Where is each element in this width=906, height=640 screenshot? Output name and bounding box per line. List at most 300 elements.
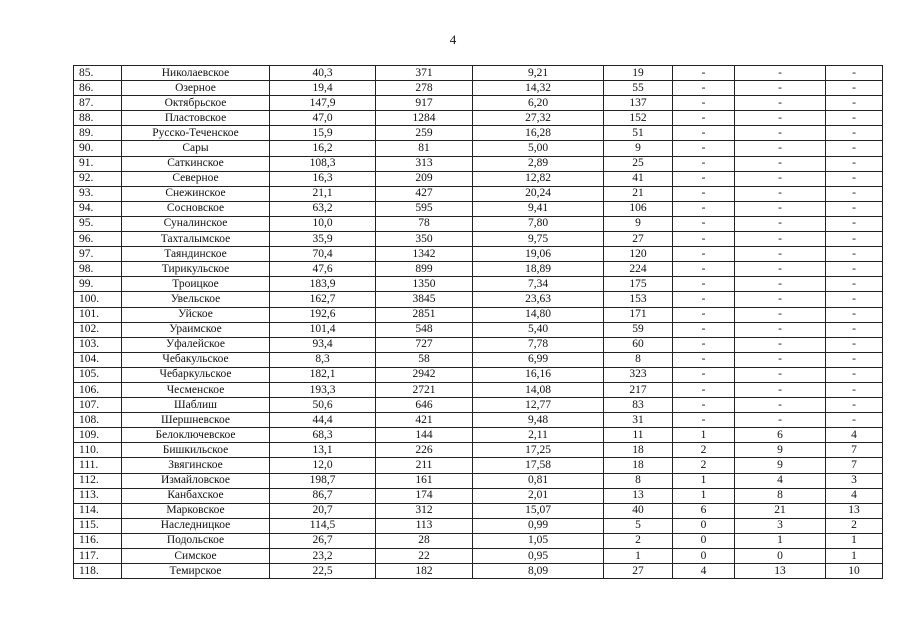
- cell-col-8: 21: [735, 503, 826, 518]
- cell-col-6: 27: [604, 564, 673, 579]
- cell-col-4: 144: [376, 428, 473, 443]
- cell-col-6: 137: [604, 96, 673, 111]
- cell-col-9: 13: [826, 503, 883, 518]
- cell-col-8: -: [735, 232, 826, 247]
- cell-row-number: 105.: [74, 367, 122, 382]
- cell-col-9: -: [826, 337, 883, 352]
- cell-col-7: -: [673, 307, 735, 322]
- cell-col-3: 162,7: [270, 292, 376, 307]
- cell-col-3: 63,2: [270, 201, 376, 216]
- cell-col-3: 68,3: [270, 428, 376, 443]
- cell-col-3: 19,4: [270, 81, 376, 96]
- cell-col-7: -: [673, 398, 735, 413]
- cell-col-7: 0: [673, 518, 735, 533]
- cell-lake-name: Темирское: [122, 564, 270, 579]
- cell-col-9: -: [826, 216, 883, 231]
- cell-lake-name: Октябрьское: [122, 96, 270, 111]
- cell-col-8: -: [735, 81, 826, 96]
- cell-col-9: 10: [826, 564, 883, 579]
- cell-lake-name: Уйское: [122, 307, 270, 322]
- cell-col-7: -: [673, 126, 735, 141]
- cell-col-5: 9,48: [473, 413, 604, 428]
- cell-row-number: 109.: [74, 428, 122, 443]
- cell-col-8: 13: [735, 564, 826, 579]
- cell-col-7: -: [673, 156, 735, 171]
- cell-lake-name: Суналинское: [122, 216, 270, 231]
- cell-col-6: 60: [604, 337, 673, 352]
- cell-col-4: 1342: [376, 247, 473, 262]
- table-row: [74, 292, 883, 307]
- cell-col-8: 9: [735, 443, 826, 458]
- cell-col-4: 2851: [376, 307, 473, 322]
- cell-row-number: 113.: [74, 488, 122, 503]
- cell-col-7: -: [673, 322, 735, 337]
- cell-row-number: 99.: [74, 277, 122, 292]
- cell-col-9: -: [826, 111, 883, 126]
- table-row: [74, 413, 883, 428]
- cell-col-3: 101,4: [270, 322, 376, 337]
- table-row: [74, 518, 883, 533]
- cell-col-5: 20,24: [473, 186, 604, 201]
- cell-col-4: 646: [376, 398, 473, 413]
- cell-col-9: -: [826, 367, 883, 382]
- cell-col-3: 70,4: [270, 247, 376, 262]
- table-row: [74, 81, 883, 96]
- table-row: [74, 503, 883, 518]
- cell-col-5: 6,20: [473, 96, 604, 111]
- cell-col-3: 8,3: [270, 352, 376, 367]
- cell-col-5: 9,41: [473, 201, 604, 216]
- cell-lake-name: Северное: [122, 171, 270, 186]
- cell-col-3: 183,9: [270, 277, 376, 292]
- cell-row-number: 115.: [74, 518, 122, 533]
- cell-row-number: 117.: [74, 549, 122, 564]
- cell-col-6: 171: [604, 307, 673, 322]
- cell-col-9: 1: [826, 533, 883, 548]
- cell-col-4: 427: [376, 186, 473, 201]
- cell-col-4: 727: [376, 337, 473, 352]
- cell-col-7: 2: [673, 443, 735, 458]
- cell-col-9: 4: [826, 428, 883, 443]
- cell-col-7: -: [673, 96, 735, 111]
- cell-col-3: 50,6: [270, 398, 376, 413]
- table-row: [74, 564, 883, 579]
- cell-col-3: 26,7: [270, 533, 376, 548]
- table-row: [74, 458, 883, 473]
- cell-col-4: 28: [376, 533, 473, 548]
- cell-col-4: 209: [376, 171, 473, 186]
- cell-lake-name: Русско-Теченское: [122, 126, 270, 141]
- cell-col-5: 0,95: [473, 549, 604, 564]
- cell-row-number: 114.: [74, 503, 122, 518]
- cell-col-7: -: [673, 367, 735, 382]
- cell-row-number: 103.: [74, 337, 122, 352]
- cell-col-8: -: [735, 337, 826, 352]
- cell-col-9: 2: [826, 518, 883, 533]
- cell-col-7: 1: [673, 473, 735, 488]
- cell-col-6: 40: [604, 503, 673, 518]
- cell-col-6: 2: [604, 533, 673, 548]
- table-row: [74, 141, 883, 156]
- cell-col-9: 1: [826, 549, 883, 564]
- cell-col-6: 175: [604, 277, 673, 292]
- cell-lake-name: Чебаркульское: [122, 367, 270, 382]
- table-row: [74, 247, 883, 262]
- cell-col-4: 1350: [376, 277, 473, 292]
- table-row: [74, 171, 883, 186]
- cell-col-3: 193,3: [270, 382, 376, 397]
- cell-col-9: -: [826, 247, 883, 262]
- cell-col-8: 9: [735, 458, 826, 473]
- cell-col-5: 1,05: [473, 533, 604, 548]
- cell-col-6: 152: [604, 111, 673, 126]
- cell-col-8: 4: [735, 473, 826, 488]
- cell-row-number: 106.: [74, 382, 122, 397]
- cell-col-4: 22: [376, 549, 473, 564]
- cell-col-6: 9: [604, 141, 673, 156]
- cell-col-3: 47,0: [270, 111, 376, 126]
- cell-lake-name: Тирикульское: [122, 262, 270, 277]
- cell-row-number: 96.: [74, 232, 122, 247]
- cell-col-8: -: [735, 96, 826, 111]
- table-row: [74, 126, 883, 141]
- cell-col-8: 6: [735, 428, 826, 443]
- cell-col-6: 27: [604, 232, 673, 247]
- table-row: [74, 398, 883, 413]
- cell-col-6: 153: [604, 292, 673, 307]
- cell-col-5: 17,58: [473, 458, 604, 473]
- cell-col-7: -: [673, 186, 735, 201]
- cell-col-5: 9,21: [473, 66, 604, 81]
- cell-row-number: 95.: [74, 216, 122, 231]
- cell-col-9: -: [826, 292, 883, 307]
- cell-lake-name: Ураимское: [122, 322, 270, 337]
- cell-col-6: 18: [604, 458, 673, 473]
- data-table: [73, 65, 883, 579]
- cell-row-number: 118.: [74, 564, 122, 579]
- cell-col-9: -: [826, 352, 883, 367]
- cell-col-8: 0: [735, 549, 826, 564]
- cell-col-3: 21,1: [270, 186, 376, 201]
- cell-lake-name: Троицкое: [122, 277, 270, 292]
- cell-col-3: 192,6: [270, 307, 376, 322]
- table-row: [74, 216, 883, 231]
- table-row: [74, 337, 883, 352]
- cell-col-4: 174: [376, 488, 473, 503]
- cell-col-3: 147,9: [270, 96, 376, 111]
- cell-col-7: -: [673, 216, 735, 231]
- cell-row-number: 87.: [74, 96, 122, 111]
- cell-col-7: -: [673, 413, 735, 428]
- cell-col-5: 17,25: [473, 443, 604, 458]
- cell-col-6: 41: [604, 171, 673, 186]
- cell-col-7: -: [673, 382, 735, 397]
- cell-lake-name: Сары: [122, 141, 270, 156]
- cell-col-5: 0,99: [473, 518, 604, 533]
- cell-col-3: 86,7: [270, 488, 376, 503]
- cell-col-8: -: [735, 216, 826, 231]
- cell-col-7: -: [673, 232, 735, 247]
- cell-col-4: 917: [376, 96, 473, 111]
- cell-col-7: 0: [673, 533, 735, 548]
- cell-col-5: 5,00: [473, 141, 604, 156]
- cell-row-number: 88.: [74, 111, 122, 126]
- table-row: [74, 533, 883, 548]
- table-row: [74, 201, 883, 216]
- cell-col-7: 0: [673, 549, 735, 564]
- cell-lake-name: Наследницкое: [122, 518, 270, 533]
- cell-col-4: 259: [376, 126, 473, 141]
- cell-col-8: -: [735, 322, 826, 337]
- cell-row-number: 101.: [74, 307, 122, 322]
- cell-col-7: -: [673, 277, 735, 292]
- cell-col-6: 59: [604, 322, 673, 337]
- cell-col-5: 15,07: [473, 503, 604, 518]
- cell-row-number: 110.: [74, 443, 122, 458]
- cell-col-9: -: [826, 307, 883, 322]
- cell-col-3: 13,1: [270, 443, 376, 458]
- cell-lake-name: Саткинское: [122, 156, 270, 171]
- cell-lake-name: Увельское: [122, 292, 270, 307]
- cell-col-8: -: [735, 201, 826, 216]
- cell-col-7: 1: [673, 488, 735, 503]
- cell-row-number: 94.: [74, 201, 122, 216]
- cell-col-8: -: [735, 307, 826, 322]
- cell-row-number: 116.: [74, 533, 122, 548]
- cell-lake-name: Пластовское: [122, 111, 270, 126]
- cell-col-8: -: [735, 66, 826, 81]
- table-row: [74, 428, 883, 443]
- table-row: [74, 277, 883, 292]
- cell-col-6: 120: [604, 247, 673, 262]
- cell-col-7: 4: [673, 564, 735, 579]
- cell-col-3: 114,5: [270, 518, 376, 533]
- cell-col-3: 23,2: [270, 549, 376, 564]
- page-number: 4: [449, 32, 457, 47]
- table-row: [74, 382, 883, 397]
- cell-lake-name: Тахталымское: [122, 232, 270, 247]
- cell-col-4: 371: [376, 66, 473, 81]
- cell-lake-name: Белоключевское: [122, 428, 270, 443]
- cell-col-9: -: [826, 141, 883, 156]
- cell-col-9: -: [826, 398, 883, 413]
- cell-col-4: 81: [376, 141, 473, 156]
- cell-col-5: 2,89: [473, 156, 604, 171]
- cell-col-5: 23,63: [473, 292, 604, 307]
- cell-col-4: 3845: [376, 292, 473, 307]
- cell-col-4: 226: [376, 443, 473, 458]
- cell-col-7: -: [673, 111, 735, 126]
- cell-col-6: 18: [604, 443, 673, 458]
- cell-col-9: -: [826, 126, 883, 141]
- cell-col-8: -: [735, 277, 826, 292]
- cell-lake-name: Канбахское: [122, 488, 270, 503]
- cell-col-7: 6: [673, 503, 735, 518]
- cell-col-4: 2721: [376, 382, 473, 397]
- table-row: [74, 96, 883, 111]
- table-row: [74, 232, 883, 247]
- cell-col-5: 7,80: [473, 216, 604, 231]
- cell-col-3: 15,9: [270, 126, 376, 141]
- cell-col-4: 312: [376, 503, 473, 518]
- cell-col-3: 22,5: [270, 564, 376, 579]
- cell-col-8: -: [735, 262, 826, 277]
- cell-col-9: -: [826, 277, 883, 292]
- cell-col-5: 8,09: [473, 564, 604, 579]
- cell-col-7: 2: [673, 458, 735, 473]
- cell-col-9: 7: [826, 458, 883, 473]
- cell-row-number: 102.: [74, 322, 122, 337]
- cell-col-6: 21: [604, 186, 673, 201]
- cell-col-4: 1284: [376, 111, 473, 126]
- cell-row-number: 86.: [74, 81, 122, 96]
- cell-row-number: 90.: [74, 141, 122, 156]
- cell-lake-name: Сосновское: [122, 201, 270, 216]
- cell-col-5: 6,99: [473, 352, 604, 367]
- cell-row-number: 100.: [74, 292, 122, 307]
- cell-col-5: 2,11: [473, 428, 604, 443]
- cell-col-5: 16,28: [473, 126, 604, 141]
- cell-col-6: 217: [604, 382, 673, 397]
- cell-col-6: 13: [604, 488, 673, 503]
- cell-col-6: 55: [604, 81, 673, 96]
- cell-col-5: 7,34: [473, 277, 604, 292]
- cell-col-3: 44,4: [270, 413, 376, 428]
- cell-col-7: -: [673, 337, 735, 352]
- cell-col-9: -: [826, 156, 883, 171]
- cell-col-6: 31: [604, 413, 673, 428]
- cell-row-number: 93.: [74, 186, 122, 201]
- cell-col-9: -: [826, 232, 883, 247]
- cell-col-8: -: [735, 126, 826, 141]
- cell-col-9: -: [826, 81, 883, 96]
- cell-row-number: 85.: [74, 66, 122, 81]
- cell-col-4: 595: [376, 201, 473, 216]
- cell-col-6: 9: [604, 216, 673, 231]
- cell-lake-name: Звягинское: [122, 458, 270, 473]
- cell-col-6: 224: [604, 262, 673, 277]
- cell-col-8: 3: [735, 518, 826, 533]
- cell-lake-name: Подольское: [122, 533, 270, 548]
- cell-col-5: 16,16: [473, 367, 604, 382]
- cell-col-8: -: [735, 413, 826, 428]
- cell-row-number: 104.: [74, 352, 122, 367]
- cell-col-5: 27,32: [473, 111, 604, 126]
- cell-col-9: 3: [826, 473, 883, 488]
- cell-col-4: 78: [376, 216, 473, 231]
- cell-col-4: 2942: [376, 367, 473, 382]
- cell-col-6: 11: [604, 428, 673, 443]
- table-row: [74, 186, 883, 201]
- cell-col-4: 313: [376, 156, 473, 171]
- cell-col-8: -: [735, 247, 826, 262]
- cell-col-9: -: [826, 382, 883, 397]
- cell-lake-name: Уфалейское: [122, 337, 270, 352]
- cell-col-5: 7,78: [473, 337, 604, 352]
- cell-col-7: -: [673, 352, 735, 367]
- cell-col-6: 83: [604, 398, 673, 413]
- cell-lake-name: Снежинское: [122, 186, 270, 201]
- cell-col-3: 93,4: [270, 337, 376, 352]
- table-row: [74, 111, 883, 126]
- table-row: [74, 488, 883, 503]
- cell-col-4: 211: [376, 458, 473, 473]
- cell-col-3: 16,3: [270, 171, 376, 186]
- cell-col-8: -: [735, 367, 826, 382]
- table-row: [74, 156, 883, 171]
- cell-col-3: 198,7: [270, 473, 376, 488]
- cell-col-3: 182,1: [270, 367, 376, 382]
- cell-col-6: 51: [604, 126, 673, 141]
- cell-col-7: -: [673, 247, 735, 262]
- cell-col-8: -: [735, 292, 826, 307]
- cell-lake-name: Симское: [122, 549, 270, 564]
- cell-col-7: -: [673, 292, 735, 307]
- cell-col-9: -: [826, 262, 883, 277]
- cell-col-4: 182: [376, 564, 473, 579]
- cell-row-number: 97.: [74, 247, 122, 262]
- cell-col-3: 10,0: [270, 216, 376, 231]
- cell-col-3: 35,9: [270, 232, 376, 247]
- cell-col-5: 19,06: [473, 247, 604, 262]
- cell-col-8: -: [735, 111, 826, 126]
- cell-col-3: 108,3: [270, 156, 376, 171]
- cell-col-4: 548: [376, 322, 473, 337]
- cell-col-6: 25: [604, 156, 673, 171]
- cell-col-4: 113: [376, 518, 473, 533]
- cell-col-3: 12,0: [270, 458, 376, 473]
- cell-lake-name: Бишкильское: [122, 443, 270, 458]
- cell-lake-name: Шаблиш: [122, 398, 270, 413]
- cell-col-7: 1: [673, 428, 735, 443]
- cell-col-8: -: [735, 352, 826, 367]
- cell-col-3: 47,6: [270, 262, 376, 277]
- cell-col-9: -: [826, 171, 883, 186]
- cell-col-6: 323: [604, 367, 673, 382]
- cell-col-3: 20,7: [270, 503, 376, 518]
- cell-col-6: 5: [604, 518, 673, 533]
- table-body: [74, 66, 883, 579]
- cell-col-8: -: [735, 156, 826, 171]
- cell-col-7: -: [673, 66, 735, 81]
- cell-col-5: 12,77: [473, 398, 604, 413]
- cell-col-6: 19: [604, 66, 673, 81]
- cell-row-number: 89.: [74, 126, 122, 141]
- cell-col-5: 2,01: [473, 488, 604, 503]
- cell-col-5: 14,08: [473, 382, 604, 397]
- cell-row-number: 91.: [74, 156, 122, 171]
- cell-col-9: -: [826, 322, 883, 337]
- cell-col-3: 40,3: [270, 66, 376, 81]
- cell-row-number: 98.: [74, 262, 122, 277]
- cell-row-number: 112.: [74, 473, 122, 488]
- cell-col-4: 278: [376, 81, 473, 96]
- cell-col-9: -: [826, 66, 883, 81]
- cell-col-4: 350: [376, 232, 473, 247]
- cell-col-5: 18,89: [473, 262, 604, 277]
- cell-col-7: -: [673, 201, 735, 216]
- cell-col-5: 14,32: [473, 81, 604, 96]
- cell-lake-name: Николаевское: [122, 66, 270, 81]
- table-row: [74, 322, 883, 337]
- table-row: [74, 443, 883, 458]
- cell-lake-name: Шершневское: [122, 413, 270, 428]
- table-row: [74, 262, 883, 277]
- cell-lake-name: Таяндинское: [122, 247, 270, 262]
- cell-col-5: 0,81: [473, 473, 604, 488]
- cell-lake-name: Измайловское: [122, 473, 270, 488]
- cell-col-3: 16,2: [270, 141, 376, 156]
